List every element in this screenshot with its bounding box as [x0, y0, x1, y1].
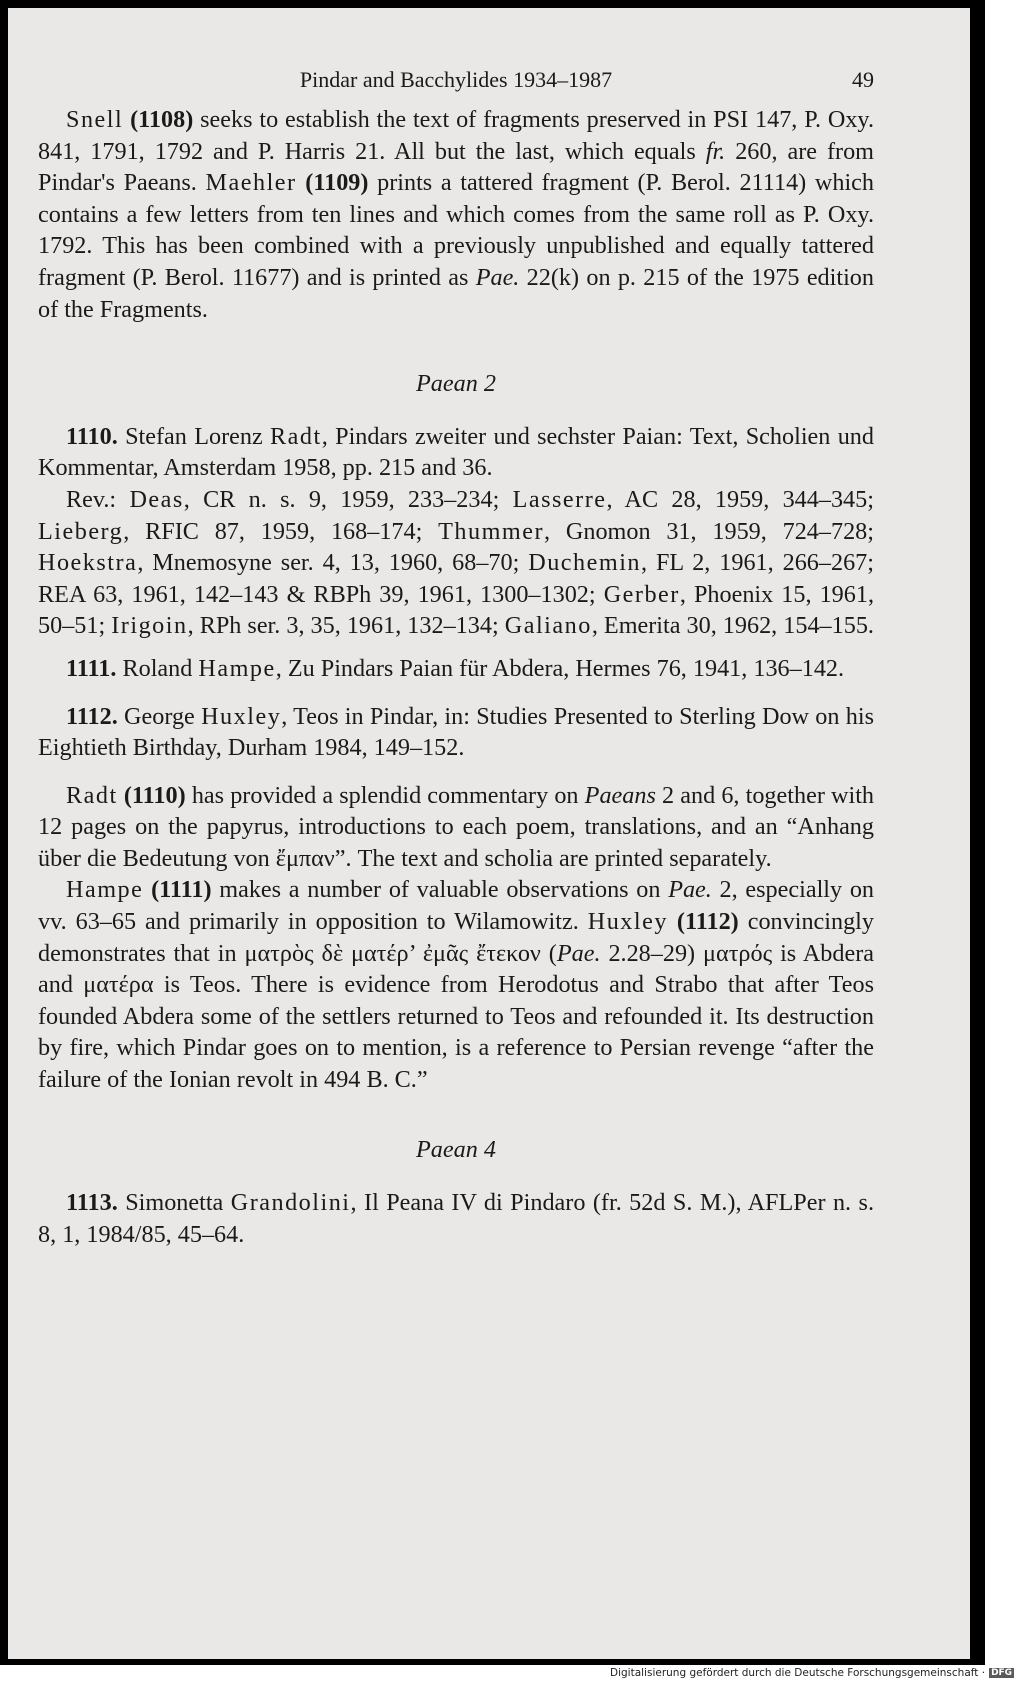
running-title: Pindar and Bacchylides 1934–1987 [299, 67, 613, 92]
page-content [38, 64, 874, 1250]
section-heading-paean-2: Paean 2 [416, 370, 496, 398]
commentary-paragraph-2: Hampe (1111) makes a number of valuable observations on Pae. 2, especially on vv. 63–65 and primarily in opposition to Wilamowitz. Huxley (1112) convincingly demonstrates that in ματρὸς δὲ ματέρ’ ἐμᾶς ἔτεκον (Pae. 2.28–29) ματρός is Abdera and ματέρα is Teos. There is evidence from Herodotus and Strabo that after Teos founded Abdera some of the settlers returned to Teos and refounded it. Its destruction by fire, which Pindar goes on to mention, is a reference to Persian revenge “after the failure of the Ionian revolt in 494 B. C.” [38, 876, 875, 1094]
entry-1113: 1113. Simonetta Grandolini, Il Peana IV di Pindaro (fr. 52d S. M.), AFLPer n. s. 8, 1, 1984/85, 45–64. [38, 1189, 874, 1248]
ref-1108: (1108) [130, 106, 194, 133]
book-page [8, 8, 970, 1659]
page-number: 49 [852, 67, 874, 92]
intro-paragraph: Snell (1108) seeks to establish the text of fragments preserved in PSI 147, P. Oxy. 841, 1791, 1792 and P. Harris 21. All but the last, which equals fr. 260, are from Pindar's Paeans. Maehler (1109) prints a tattered fragment (P. Berol. 21114) which contains a few letters from ten lines and which comes from the same roll as P. Oxy. 1792. This has been combined with a previously unpublished and equally tattered fragment (P. Berol. 11677) and is printed as Pae. 22(k) on p. 215 of the 1975 edition of the Fragments. [38, 106, 875, 323]
entry-1111: 1111. Roland Hampe, Zu Pindars Paian für Abdera, Hermes 76, 1941, 136–142. [66, 654, 845, 682]
entry-1110: 1110. Stefan Lorenz Radt, Pindars zweiter und sechster Paian: Text, Scholien und Kommentar, Amsterdam 1958, pp. 215 and 36. [38, 422, 874, 482]
entry-1112: 1112. George Huxley, Teos in Pindar, in: Studies Presented to Sterling Dow on his Eightieth Birthday, Durham 1984, 149–152. [38, 702, 874, 762]
author-maehler: Maehler [205, 169, 297, 197]
dfg-logo-icon: DFG [991, 1668, 1013, 1678]
digitization-credit: Digitalisierung gefördert durch die Deutsche Forschungsgemeinschaft · DFG [610, 1667, 1013, 1679]
section-heading-paean-4: Paean 4 [416, 1135, 496, 1163]
commentary-paragraph-1: Radt (1110) has provided a splendid commentary on Paeans 2 and 6, together with 12 pages on the papyrus, introductions to each poem, translations, and an “Anhang über die Bedeutung von ἔμπαν”. The text and scholia are printed separately. [38, 781, 875, 872]
ref-1109: (1109) [305, 169, 369, 197]
reviews-1110: Rev.: Deas, CR n. s. 9, 1959, 233–234; Lasserre, AC 28, 1959, 344–345; Lieberg, RFIC 87, 1959, 168–174; Thummer, Gnomon 31, 1959, 724–728; Hoekstra, Mnemosyne ser. 4, 13, 1960, 68–70; Duchemin, FL 2, 1961, 266–267; REA 63, 1961, 142–143 & RBPh 39, 1961, 1300–1302; Gerber, Phoenix 15, 1961, 50–51; Irigoin, RPh ser. 3, 35, 1961, 132–134; Galiano, Emerita 30, 1962, 154–155. [38, 485, 874, 640]
author-snell: Snell [66, 106, 124, 133]
running-head [38, 64, 874, 104]
